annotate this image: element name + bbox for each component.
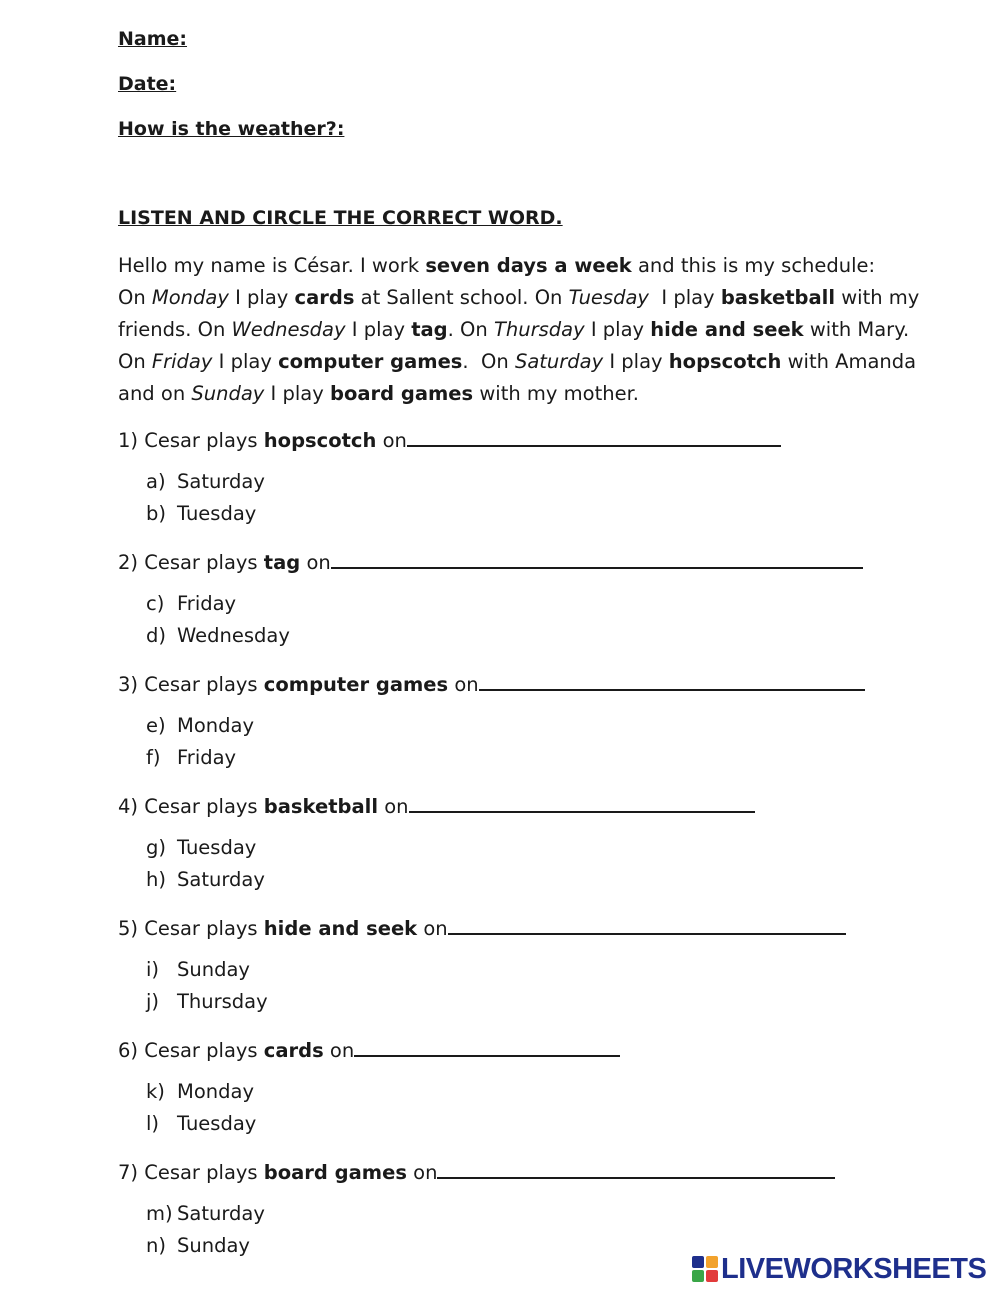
question-4: 4) Cesar plays basketball on [118,791,755,818]
option-n[interactable]: n) Sunday [146,1234,250,1257]
option-a[interactable]: a) Saturday [146,470,265,493]
option-h[interactable]: h) Saturday [146,868,265,891]
option-f[interactable]: f) Friday [146,746,237,769]
option-l[interactable]: l) Tuesday [146,1112,257,1135]
answer-blank[interactable] [437,1157,835,1179]
passage-line: On Monday I play cards at Sallent school. On Tuesday I play basketball with my [118,286,920,309]
date-label: Date: [118,73,177,95]
answer-blank[interactable] [448,913,846,935]
option-j[interactable]: j) Thursday [146,990,268,1013]
option-d[interactable]: d) Wednesday [146,624,290,647]
option-i[interactable]: i) Sunday [146,958,250,981]
passage-line: On Friday I play computer games. On Saturday I play hopscotch with Amanda [118,350,917,373]
question-1: 1) Cesar plays hopscotch on [118,425,781,452]
option-c[interactable]: c) Friday [146,592,237,615]
question-5: 5) Cesar plays hide and seek on [118,913,846,940]
answer-blank[interactable] [354,1035,620,1057]
logo-square [692,1270,704,1282]
passage-line: and on Sunday I play board games with my mother. [118,382,639,405]
option-g[interactable]: g) Tuesday [146,836,257,859]
question-6: 6) Cesar plays cards on [118,1035,620,1062]
option-b[interactable]: b) Tuesday [146,502,257,525]
weather-label: How is the weather?: [118,118,345,140]
question-3: 3) Cesar plays computer games on [118,669,865,696]
question-2: 2) Cesar plays tag on [118,547,863,574]
passage-line: friends. On Wednesday I play tag. On Thursday I play hide and seek with Mary. [118,318,910,341]
logo-text: LIVEWORKSHEETS [721,1252,987,1285]
logo-square [706,1256,718,1268]
logo-square [706,1270,718,1282]
name-label: Name: [118,28,188,50]
answer-blank[interactable] [409,791,755,813]
reading-passage [118,250,938,410]
question-7: 7) Cesar plays board games on [118,1157,835,1184]
answer-blank[interactable] [407,425,781,447]
liveworksheets-logo[interactable] [692,1254,986,1284]
logo-mark-icon [692,1256,718,1282]
passage-line: Hello my name is César. I work seven days a week and this is my schedule: [118,254,876,277]
answer-blank[interactable] [479,669,865,691]
option-k[interactable]: k) Monday [146,1080,254,1103]
logo-square [692,1256,704,1268]
option-m[interactable]: m) Saturday [146,1202,265,1225]
option-e[interactable]: e) Monday [146,714,254,737]
instruction-heading: LISTEN AND CIRCLE THE CORRECT WORD. [118,207,563,229]
answer-blank[interactable] [331,547,863,569]
